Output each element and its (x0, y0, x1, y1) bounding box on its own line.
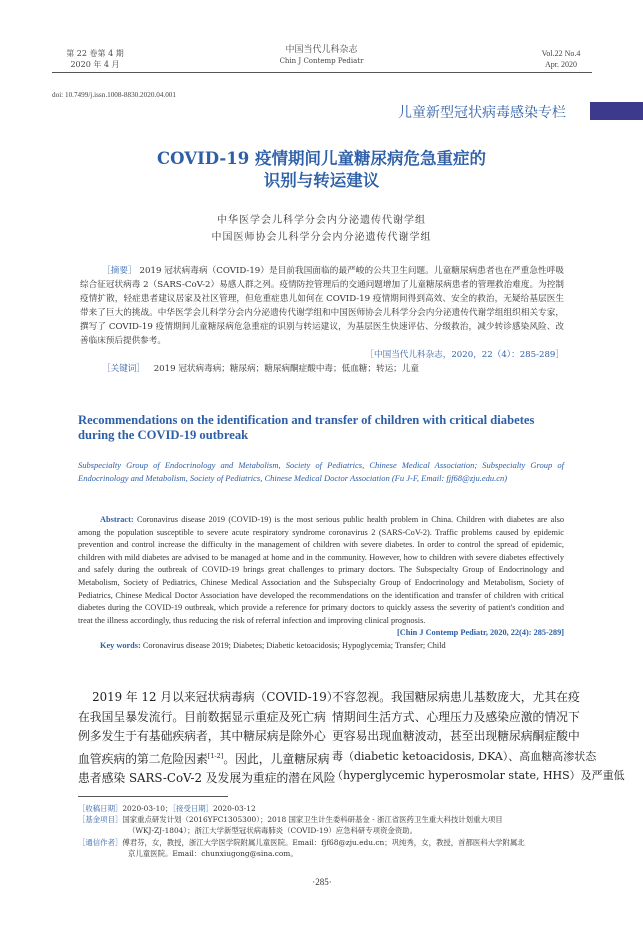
footnote-corresponding (78, 837, 568, 848)
keywords-en-text: Coronavirus disease 2019; Diabetes; Diabetic ketoacidosis; Hypoglycemia; Transfer; Child (142, 640, 446, 650)
title-en-line2: during the COVID-19 outbreak (78, 428, 249, 442)
body-right-line5: （hyperglycemic hyperosmolar state, HHS）及严重低 (332, 769, 625, 783)
body-left-line2: 在我国呈暴发流行。目前数据显示重症及死亡病 (78, 709, 326, 724)
keywords-cn-label: ［关键词］ (102, 364, 145, 374)
received-date: 2020-03-10； (122, 804, 173, 813)
corr-line1: 傅君芬，女，教授，浙江大学医学院附属儿童医院。Email：fjf68@zju.edu.cn；巩纯秀，女，教授，首都医科大学附属北 (122, 837, 525, 847)
body-left-column (78, 688, 339, 789)
body-left-line4-text: 血管疾病的第二危险因素 (78, 751, 208, 766)
header-journal (250, 45, 393, 67)
body-left-line5: 患者感染 SARS-CoV-2 及发展为重症的潜在风险 (78, 771, 336, 786)
title-cn-line1: COVID-19 疫情期间儿童糖尿病危急重症的 (157, 149, 486, 168)
corr-line2: 京儿童医院。Email：chunxiugong@sina.com。 (128, 848, 298, 858)
abstract-en-citation: [Chin J Contemp Pediatr, 2020, 22(4): 285-289] (396, 628, 564, 638)
body-right-line4: 毒（diabetic ketoacidosis, DKA）、高血糖高渗状态 (332, 749, 597, 763)
footnotes (78, 803, 568, 859)
header-date-en: Apr. 2020 (545, 60, 577, 69)
fund-line2: （WKJ-ZJ-1804）；浙江大学新型冠状病毒肺炎（COVID-19）应急科研专项资金资助。 (128, 826, 418, 836)
footnote-fund (78, 814, 568, 825)
keywords-en-label: Key words: (100, 640, 141, 650)
accepted-label: ［接受日期］ (172, 804, 214, 813)
authors-cn-line2: 中国医师协会儿科学分会内分泌遗传代谢学组 (211, 232, 432, 243)
authors-en: Subspecialty Group of Endocrinology and Metabolism, Society of Pediatrics, Chinese Medical Association; Subspecialty Group of Endocrinology and Metabolism, Society of Pediatrics, Chinese Medical Doctor Association (Fu J-F, Email: fjf68@zju.edu.cn) (78, 460, 564, 484)
header-vol-no: Vol.22 No.4 (541, 49, 581, 58)
section-banner-bar (590, 102, 643, 120)
body-right-column (332, 688, 625, 786)
abstract-cn-text: 2019 冠状病毒病（COVID-19）是目前我国面临的最严峻的公共卫生问题。儿童糖尿病患者也在严重急性呼吸综合征冠状病毒 2（SARS-CoV-2）易感人群之列。疫情防控管理后的交通问题增加了儿童糖尿病患者的管理救治难度。为控制疫情扩散，轻症患者建议居家及社区管理，但危重症患儿如何在 COVID-19 疫情期间得到高效、安全的救治，无疑给基层医生带来了巨大的挑战。中华医学会儿科学分会内分泌遗传代谢学组和中国医师协会儿科学分会内分泌遗传代谢学组组织相关专家，撰写了 COVID-19 疫情期间儿童糖尿病危急重症的识别与转运建议，为基层医生快速评估、分级救治，减少转诊感染风险、改善临床预后提供参考。 (80, 266, 564, 346)
body-right-line3: 更容易出现血糖波动，甚至出现糖尿病酮症酸中 (332, 729, 580, 744)
body-right-line1: 不容忽视。我国糖尿病患儿基数庞大，尤其在疫 (332, 690, 580, 704)
keywords-cn-text: 2019 冠状病毒病；糖尿病；糖尿病酮症酸中毒；低血糖；转运；儿童 (153, 364, 419, 374)
body-left-line3: 例多发生于有基础疾病者，其中糖尿病是除外心 (78, 729, 326, 744)
abstract-en (78, 514, 564, 653)
footnote-rule (78, 796, 228, 797)
body-left-line1: 2019 年 12 月以来冠状病毒病（COVID-19） (92, 690, 339, 704)
corr-label: ［通信作者］ (78, 837, 123, 847)
header-journal-en: Chin J Contemp Pediatr (279, 57, 364, 65)
doi: doi: 10.7499/j.issn.1008-8830.2020.04.001 (52, 91, 176, 99)
section-banner: 儿童新型冠状病毒感染专栏 (398, 105, 566, 121)
fund-line1: 国家重点研发计划（2016YFC1305300）；2018 国家卫生计生委科研基金 - 浙江省医药卫生重大科技计划重大项目 (122, 815, 503, 825)
received-label: ［收稿日期］ (78, 804, 123, 813)
authors-cn-line1: 中华医学会儿科学分会内分泌遗传代谢学组 (217, 215, 426, 226)
header-journal-cn: 中国当代儿科杂志 (285, 45, 358, 55)
abstract-cn (80, 264, 564, 376)
header-volume-issue: 第 22 卷第 4 期 (66, 49, 124, 58)
header-rule (52, 72, 592, 73)
abstract-cn-label: ［摘要］ (102, 266, 137, 276)
accepted-date: 2020-03-12 (213, 804, 256, 813)
body-left-line4-tail: 。因此，儿童糖尿病 (223, 751, 330, 766)
title-en (78, 413, 578, 443)
abstract-cn-citation: ［中国当代儿科杂志，2020，22（4）：285-289］ (365, 350, 564, 360)
header-vol-en (526, 48, 596, 70)
body-right-line2: 情期间生活方式、心理压力及感染应激的情况下 (332, 709, 580, 724)
keywords-cn (80, 362, 564, 376)
header-date-cn: 2020 年 4 月 (70, 60, 120, 69)
abstract-en-label: Abstract: (100, 515, 134, 524)
title-cn (40, 148, 603, 192)
citation-superscript: [1-2] (207, 751, 224, 760)
authors-cn (100, 212, 543, 246)
footnote-dates (78, 803, 568, 814)
keywords-en (78, 640, 564, 653)
abstract-en-text: Coronavirus disease 2019 (COVID-19) is the most serious public health problem in China. Children with diabetes are also among the population susceptible to severe acute respiratory syndrome coronavirus 2 (SARS-CoV-2). Traffic problems caused by epidemic prevention and control increase the difficulty in the management of children with severe diabetes. In order to control the spread of epidemic, children with mild diabetes are advised to be managed at home and in the community. However, how to children with severe diabetes effectively and safely during the outbreak of COVID-19 brings great challenges to primary doctors. The Subspecialty Group of Endocrinology and Metabolism, Society of Pediatrics, Chinese Medical Association and the Subspecialty Group of Endocrinology and Metabolism, Society of Pediatrics, Chinese Medical Doctor Association have developed the recommendations on the identification and transfer of children with critical diabetes during the COVID-19 outbreak, which provide a reference for primary doctors to quickly assess the severity of patient's condition and treat the illness accordingly, thus reducing the risk of referral infection and improving clinical prognosis. (78, 515, 564, 625)
title-cn-line2: 识别与转运建议 (263, 171, 380, 190)
fund-label: ［基金项目］ (78, 815, 123, 825)
body-left-line4 (78, 747, 330, 770)
page-number: ·285· (312, 877, 332, 887)
title-en-line1: Recommendations on the identification and transfer of children with critical diabetes (78, 413, 535, 427)
header-volume (60, 48, 130, 70)
